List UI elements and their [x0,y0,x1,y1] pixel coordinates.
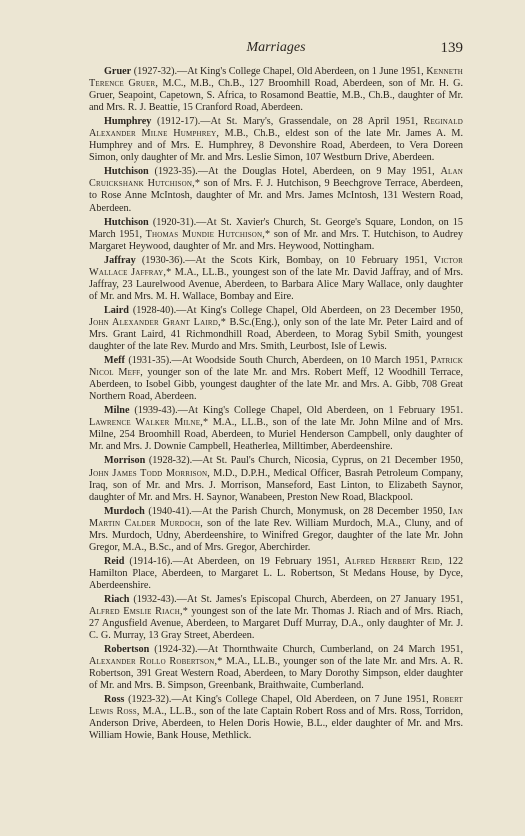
entry-surname: Jaffray [104,254,136,266]
entry-years: (1912-17). [156,116,201,128]
entry-years: (1931-35). [128,355,172,367]
entry-full-name: Reginald Alexander Milne Humphrey, [89,116,464,140]
entry-surname: Robertson [104,644,150,656]
entry-years: (1932-43). [133,593,177,605]
entry-years: (1920-31). [152,216,197,228]
entry-years: (1914-16). [129,555,173,567]
running-title: Marriages [246,40,306,55]
entry-details: M.B., Ch.B., eldest son of the late Mr. James A. M. Humphrey and of Mrs. E. Humphrey, 8 Devonshire Road, Aberdeen, to Vera Doreen Simon, only daughter of Mr. and Mrs. Leslie Simon, 107 Westburn Drive, Aberdeen. [89,128,464,164]
marriage-entry [89,217,463,253]
entry-details: M.A., LL.B., son of the late Captain Robert Ross and of Mrs. Ross, Torridon, Anderson Drive, Aberdeen, to Helen Doris Howie, B.L., elder daughter of Mr. and Mrs. William Howie, Bank House, Methlick. [89,706,464,742]
entry-ceremony: —At St. James's Episcopal Church, Aberdeen, on 27 January 1951, [176,593,463,605]
marriage-entry [89,405,463,453]
entry-years: (1923-35). [154,166,198,178]
entry-ceremony: —At King's College Chapel, Old Aberdeen, on 1 June 1951, [177,66,424,77]
entry-surname: Hutchison [104,216,149,228]
entry-years: (1940-41). [148,505,192,517]
entry-details: 122 Hamilton Place, Aberdeen, to Margaret L. L. Robertson, St Medans House, by Dyce, Aberdeenshire. [89,555,464,591]
marriage-entry [89,644,463,692]
entry-full-name: Lawrence Walker Milne,* [89,417,209,429]
entry-ceremony: —At the Douglas Hotel, Aberdeen, on 9 May 1951, [197,166,435,178]
entry-full-name: Thomas Mundie Hutchison,* [145,228,271,240]
entry-details: younger son of the late Mr. and Mrs. Robert Meff, 12 Woodhill Terrace, Aberdeen, to Isobel Gibb, youngest daughter of the late Mr. and Mrs. A. Gibb, 708 Great Northern Road, Aberdeen. [89,367,463,403]
entry-ceremony: —At St. Paul's Church, Nicosia, Cyprus, on 21 December 1950, [192,455,463,467]
entry-details: M.A., LL.B., son of the late Mr. John Milne and of Mrs. Milne, 254 Broomhill Road, Aberdeen, to Muriel Henderson Campbell, only daughter of Mr. and Mrs. J. Downie Campbell, Heatherlea, Milltimber, Aberdeenshire. [89,417,464,453]
entry-surname: Humphrey [104,116,152,128]
entry-surname: Meff [104,355,125,367]
entry-years: (1924-32). [154,644,198,656]
entry-surname: Riach [104,593,130,605]
entry-details: youngest son of the late Mr. Thomas J. Riach and of Mrs. Riach, 27 Angusfield Avenue, Aberdeen, to Margaret Duff Murray, D.A., only daughter of Mr. J. C. G. Murray, 13 Gray Street, Aberdeen. [89,606,464,642]
entry-full-name: Alexander Rollo Robertson,* [89,656,223,668]
entry-full-name: Ian Martin Calder Murdoch, [89,505,463,529]
entry-full-name: John James Todd Morrison, [89,467,210,479]
entry-ceremony: —At St. Xavier's Church, St. George's Square, London, on 15 March 1951, [89,216,463,240]
entry-full-name: Victor Wallace Jaffray,* [89,254,463,278]
entry-ceremony: —At King's College Chapel, Old Aberdeen, on 23 December 1950, [176,304,464,316]
entry-ceremony: —At Thornthwaite Church, Cumberland, on 24 March 1951, [197,644,464,656]
page-number: 139 [440,40,463,56]
marriage-entry [89,594,463,642]
marriage-entry [89,506,463,554]
entry-years: (1923-32). [128,694,172,706]
entry-surname: Hutchison [104,166,149,178]
entry-full-name: Alfred Emslie Riach,* [89,606,189,618]
entry-details: son of the late Rev. William Murdoch, M.A., Cluny, and of Mrs. Murdoch, Udny, Aberdeenshire, to Winifred Gregor, daughter of the late Mr. John Gregor, M.A., B.Sc., and of Mrs. Gregor, Aberchirder. [89,517,464,553]
entry-ceremony: —At the Parish Church, Monymusk, on 28 December 1950, [191,505,446,517]
entry-full-name: Kenneth Terence Gruer, [89,66,464,90]
entry-surname: Laird [104,304,129,316]
entry-full-name: Robert Lewis Ross, [89,694,463,718]
marriage-entries [89,66,463,743]
marriage-entry [89,255,463,303]
entry-details: M.D., D.P.H., Medical Officer, Basrah Petroleum Company, Iraq, son of Mr. and Mrs. J. Morrison, Manseford, East Linton, to Elizabeth Saynor, daughter of Mr. and Mrs. H. Saynor, Wanabeen, Preston New Road, Blackpool. [89,467,463,503]
entry-ceremony: —At the Scots Kirk, Bombay, on 10 February 1951, [185,254,428,266]
entry-years: (1928-32). [148,455,193,467]
entry-surname: Morrison [104,455,146,467]
entry-full-name: Patrick Nicol Meff, [89,355,464,379]
entry-ceremony: —At King's College Chapel, Old Aberdeen, on 7 June 1951, [171,694,429,706]
marriage-entry [89,116,463,164]
entry-full-name: Alfred Herbert Reid, [344,555,443,567]
entry-ceremony: —At King's College Chapel, Old Aberdeen, on 1 February 1951. [177,405,463,417]
marriage-entry [89,694,463,742]
marriage-entry [89,355,463,403]
entry-details: son of Mrs. F. J. Hutchison, 9 Beechgrove Terrace, Aberdeen, to Rose Anne McIntosh, daughter of Mr. and Mrs. James McIntosh, 131 Western Road, Aberdeen. [89,178,463,214]
entry-details: B.Sc.(Eng.), only son of the late Mr. Peter Laird and of Mrs. Grant Laird, 41 Richmondhill Road, Aberdeen, to Morag Sybil Smith, youngest daughter of the late Rev. Murdo and Mrs. Smith, Leurbost, Isle of Lewis. [89,316,463,353]
marriage-entry [89,166,463,214]
entry-years: (1930-36). [141,254,186,266]
entry-details: M.C., M.B., Ch.B., 127 Broomhill Road, Aberdeen, son of Mr. H. G. Gruer, Seapoint, Capetown, S. Africa, to Rosamond Beattie, M.B., Ch.B., daughter of Mr. and Mrs. R. J. Beattie, 15 Cranford Road, Aberdeen. [89,78,463,114]
entry-details: M.A., LL.B., youngest son of the late Mr. David Jaffray, and of Mrs. Jaffray, 23 Laurelwood Avenue, Aberdeen, to Barbara Alice Mary Wallace, only daughter of Mr. and Mrs. M. H. Wallace, Bombay and Eire. [89,266,464,302]
entry-full-name: John Alexander Grant Laird,* [89,316,227,328]
marriage-entry [89,305,463,353]
entry-years: (1939-43). [134,405,178,417]
entry-years: (1928-40). [132,304,177,316]
marriage-entry [89,556,463,592]
entry-surname: Gruer [104,66,132,77]
entry-surname: Reid [104,555,125,567]
entry-ceremony: —At St. Mary's, Grassendale, on 28 April 1951, [200,116,418,128]
entry-years: (1927-32). [133,66,178,77]
entry-ceremony: —At Aberdeen, on 19 February 1951, [172,555,340,567]
entry-surname: Milne [104,405,130,417]
entry-details: son of Mr. and Mrs. T. Hutchison, to Audrey Margaret Heywood, daughter of Mr. and Mrs. Heywood, Nottingham. [89,228,464,252]
marriage-entry [89,455,463,503]
entry-surname: Murdoch [104,505,145,517]
entry-full-name: Alan Cruickshank Hutchison,* [89,166,464,190]
entry-ceremony: —At Woodside South Church, Aberdeen, on 10 March 1951, [171,355,428,367]
page-header [89,40,463,64]
marriage-entry [89,66,463,114]
entry-surname: Ross [104,694,125,706]
entry-details: M.A., LL.B., younger son of the late Mr. and Mrs. A. R. Robertson, 391 Great Western Road, Aberdeen, to Mary Dorothy Simpson, elder daughter of Mr. and Mrs. B. Simpson, Greenbank, Braithwaite, Cumberland. [89,656,464,692]
